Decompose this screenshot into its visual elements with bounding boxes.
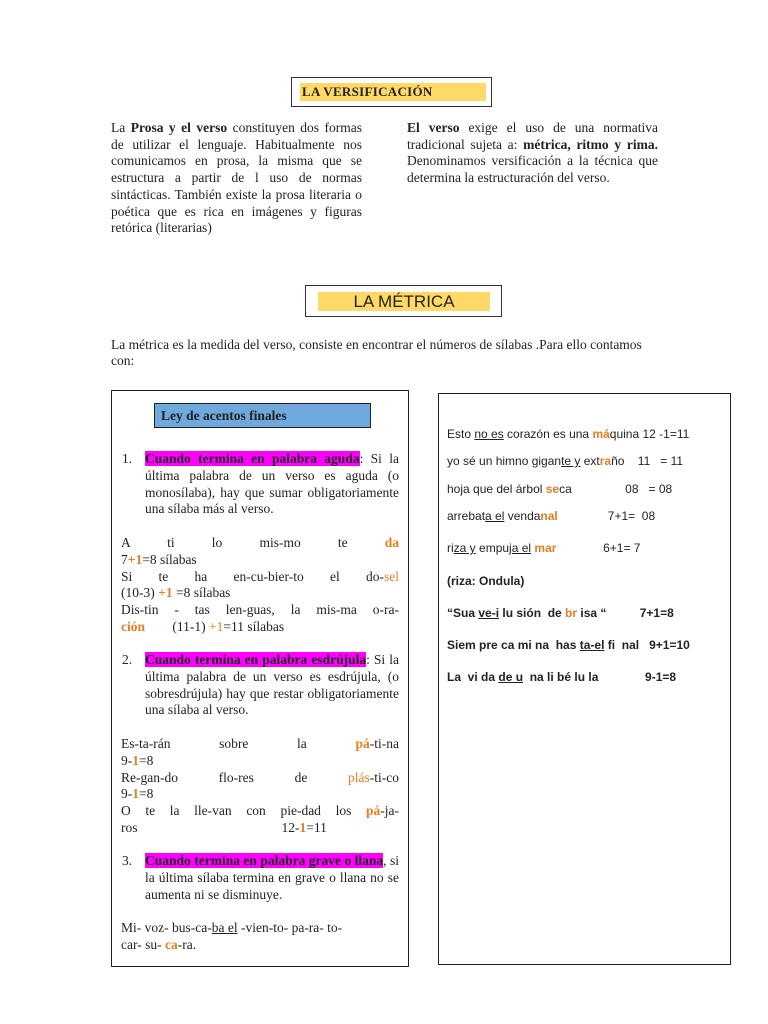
- esdrujula-examples: [121, 736, 399, 837]
- metrica-intro: La métrica es la medida del verso, consiste en encontrar el números de sílabas .Para ello contamos con:: [111, 337, 642, 368]
- text-segment: La: [111, 120, 131, 135]
- rule-heading: Cuando termina en palabra aguda: [145, 451, 360, 466]
- example-verse: Siem pre ca mi na has ta-el fi nal 9+1=10: [447, 638, 690, 652]
- example-line: A ti lo mis-mo te da: [121, 535, 399, 550]
- example-line: O te la lle-van con pie-dad los pá-ja-: [121, 803, 399, 819]
- example-line: (10-3) +1 =8 sílabas: [121, 585, 231, 601]
- rule-number: 1.: [122, 451, 133, 466]
- ley-acentos-heading: [154, 403, 371, 428]
- prosa-verso-paragraph: [111, 120, 362, 237]
- example-verse: “Sua ve-i lu sión de br isa “ 7+1=8: [447, 606, 674, 620]
- rule-heading: Cuando termina en palabra grave o llana: [145, 853, 384, 868]
- bold-term: El verso: [407, 120, 460, 135]
- example-line: Si te ha en-cu-bier-to el do-sel: [121, 568, 399, 584]
- rule-text: , si la última sílaba termina en grave o llana no se aumenta ni se disminuye.: [145, 853, 399, 902]
- example-line: Es-ta-rán sobre la pá-ti-na: [121, 736, 399, 751]
- text-segment: constituyen dos formas de utilizar el lenguaje. Habitualmente nos comunicamos en prosa, la misma que se estructura a partir de l uso de normas sintácticas. También existe la prosa literaria o poética que es rica en imágenes y figuras retórica (literarias): [111, 120, 362, 236]
- title-box-metrica: [305, 285, 502, 317]
- bold-term: métrica, ritmo y rima.: [523, 136, 658, 152]
- grave-examples: [121, 920, 399, 954]
- verso-paragraph: [407, 120, 658, 187]
- rule-text: : Si la última palabra de un verso es aguda (o monosílaba), hay que sumar obligatoriamente una sílaba más al verso.: [145, 451, 399, 517]
- example-verse: hoja que del árbol seca 08 = 08: [447, 482, 673, 496]
- example-note: (riza: Ondula): [447, 574, 525, 588]
- example-line: ción (11-1) +1=11 sílabas: [121, 618, 285, 634]
- rule-aguda: [145, 451, 399, 518]
- rule-heading: Cuando termina en palabra esdrújula: [145, 652, 367, 667]
- example-verse: yo sé un himno gigante y extraño 11 = 11: [447, 454, 684, 468]
- example-line: ros 12-1=11: [121, 819, 327, 835]
- title-box-versificacion: [291, 77, 492, 107]
- text-segment: exige el uso de una normativa tradicional sujeta a:: [407, 120, 658, 152]
- example-verse: Esto no es corazón es una máquina 12 -1=11: [447, 427, 690, 441]
- example-line: car- su- ca-ra.: [121, 936, 197, 952]
- bold-term: Prosa y el verso: [130, 120, 228, 135]
- example-verse: arrebata el vendanal 7+1= 08: [447, 509, 656, 523]
- example-line: Re-gan-do flo-res de plás-ti-co: [121, 769, 399, 785]
- example-verse: riza y empuja el mar 6+1= 7: [447, 541, 641, 555]
- rule-esdrujula: [145, 652, 399, 719]
- aguda-examples: [121, 535, 399, 636]
- example-line: Mi- voz- bus-ca-ba el -vien-to- pa-ra- to-: [121, 920, 343, 935]
- example-line: 9-1=8: [121, 752, 154, 768]
- example-verse: La vi da de u na li bé lu la 9-1=8: [447, 670, 677, 684]
- rule-number: 3.: [122, 853, 133, 868]
- rule-grave: [145, 853, 399, 903]
- example-line: 7+1=8 sílabas: [121, 551, 197, 567]
- example-line: 9-1=8: [121, 786, 154, 802]
- title-metrica: LA MÉTRICA: [318, 292, 490, 311]
- ley-acentos-title: Ley de acentos finales: [161, 408, 287, 423]
- text-segment: Denominamos versificación a la técnica que determina la estructuración del verso.: [407, 153, 658, 186]
- title-versificacion: LA VERSIFICACIÓN: [300, 83, 486, 101]
- rule-number: 2.: [122, 652, 133, 667]
- rule-text: : Si la última palabra de un verso es esdrújula, (o sobresdrújula) hay que restar obligatoriamente una sílaba al verso.: [145, 652, 399, 718]
- example-line: Dis-tin - tas len-guas, la mis-ma o-ra-: [121, 602, 399, 618]
